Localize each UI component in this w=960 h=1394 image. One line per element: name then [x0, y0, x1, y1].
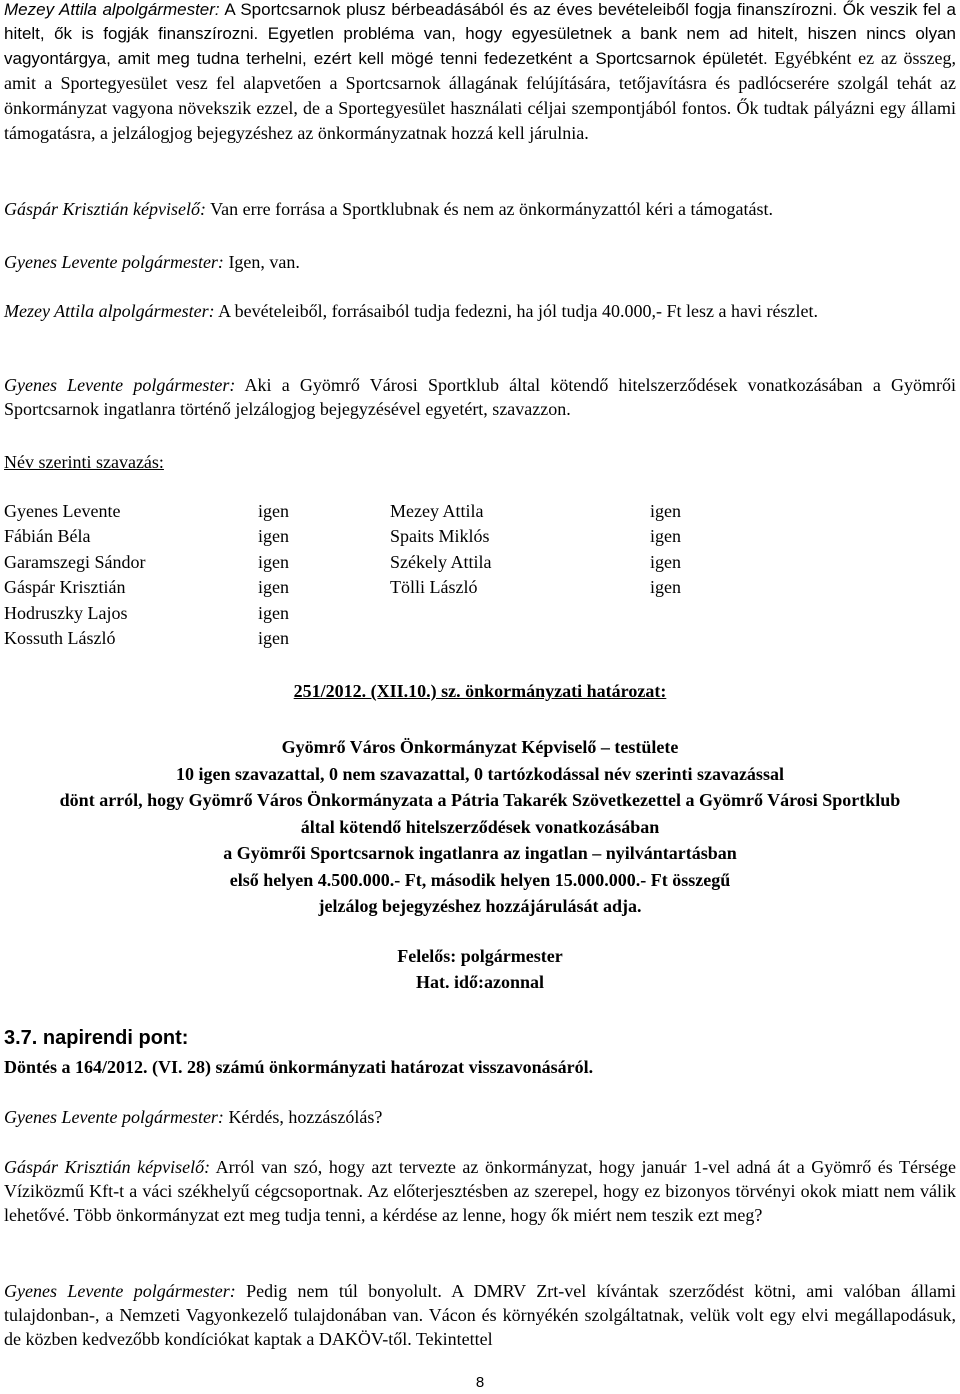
- resolution-line: által kötendő hitelszerződések vonatkozásában: [300, 816, 660, 837]
- resolution-line: dönt arról, hogy Gyömrő Város Önkormányzata a Pátria Takarék Szövetkezettel a Gyömrő Városi Sportklub: [59, 790, 901, 810]
- paragraph-text: A bevételeiből, forrásaiból tudja fedezni, ha jól tudja 40.000,- Ft lesz a havi részlet.: [214, 301, 818, 321]
- voter-name: Fábián Béla: [4, 526, 91, 547]
- speaker-label: Gyenes Levente polgármester:: [4, 375, 236, 395]
- resolution-line: Gyömrő Város Önkormányzat Képviselő – testülete: [281, 737, 679, 757]
- vote-value: igen: [258, 577, 289, 598]
- vote-table: [4, 499, 724, 651]
- paragraph-text: Arról van szó, hogy azt tervezte az önkormányzat, hogy január 1-vel adná át a Gyömrő és Térsége Víziközmű Kft-t a váci székhelyű cégcsoportnak. Az előterjesztésben az szerepel, hogy ez bizonyos törvényi okok miatt nem válik lehetővé. Több önkormányzat ezt meg tudja tenni, a kérdése az lenne, hogy ők miért nem teszik ezt meg?: [4, 1157, 956, 1225]
- paragraph-text: A Sportcsarnok plusz bérbeadásából és az éves bevételeiből fogja finanszírozni. Ők veszik fel a hitelt, ők is fogják finanszírozni. Egyetlen probléma van, hogy egyesületnek a bank nem ad hitelt, hiszen nincs olyan vagyontárgya, amit meg tudna terhelni, ezért kell mögé tenni fedezetként a Sportcsarnok épületét.: [4, 0, 956, 68]
- paragraph-gyenes-2: [4, 373, 956, 421]
- vote-value: igen: [258, 501, 289, 521]
- vote-value: igen: [258, 551, 289, 572]
- paragraph-gaspar-2: [4, 1155, 956, 1227]
- voter-name: Kossuth László: [4, 627, 116, 648]
- vote-value: igen: [650, 526, 681, 547]
- paragraph-gyenes-1: [4, 250, 956, 274]
- paragraph-text: Van erre forrása a Sportklubnak és nem az önkormányzattól kéri a támogatást.: [206, 199, 773, 219]
- paragraph-mezey-1: [4, 0, 956, 146]
- voter-name: Gáspár Krisztián: [4, 577, 126, 598]
- speaker-label: Gáspár Krisztián képviselő:: [4, 199, 206, 219]
- agenda-title: Döntés a 164/2012. (VI. 28) számú önkormányzati határozat visszavonásáról.: [4, 1057, 594, 1077]
- resolution-line: jelzálog bejegyzéshez hozzájárulását adja.: [318, 896, 642, 916]
- voter-name: Tölli László: [390, 577, 478, 598]
- vote-heading: Név szerinti szavazás:: [4, 452, 164, 472]
- paragraph-gaspar-1: [4, 197, 956, 221]
- paragraph-mezey-2: [4, 299, 956, 323]
- paragraph-text: Egyébként ez az összeg, amit a Sportegyesület vesz fel alapvetően a Sportcsarnok állagának felújítására, tetőjavításra és padlócserére szolgál tehát az önkormányzat vagyona növekszik ezzel, de a Sportegyesület használati céljai szempontjából fontos. Ők tudtak pályázni egy állami támogatásra, a jelzálogjog bejegyzéshez az önkormányzatnak hozzá kell járulnia.: [4, 48, 957, 143]
- vote-row: [4, 601, 724, 626]
- speaker-label: Gyenes Levente polgármester:: [4, 1281, 236, 1301]
- deadline-line: Hat. idő:azonnal: [415, 972, 544, 992]
- vote-row: [4, 550, 724, 575]
- vote-row: [4, 524, 724, 549]
- speaker-label: Mezey Attila alpolgármester:: [4, 0, 220, 19]
- paragraph-gyenes-3: [4, 1105, 956, 1129]
- vote-value: igen: [650, 551, 681, 572]
- vote-row: [4, 499, 724, 524]
- vote-value: igen: [650, 577, 681, 598]
- vote-row: [4, 626, 724, 651]
- resolution-line: a Gyömrői Sportcsarnok ingatlanra az ingatlan – nyilvántartásban: [223, 843, 737, 863]
- speaker-label: Gyenes Levente polgármester:: [4, 1107, 224, 1127]
- paragraph-text: Igen, van.: [223, 252, 300, 272]
- resolution-line: első helyen 4.500.000.- Ft, második helyen 15.000.000.- Ft összegű: [229, 869, 731, 890]
- speaker-label: Gáspár Krisztián képviselő:: [4, 1157, 211, 1177]
- voter-name: Spaits Miklós: [390, 526, 490, 547]
- voter-name: Mezey Attila: [390, 501, 484, 521]
- paragraph-text: Aki a Gyömrő Városi Sportklub által kötendő hitelszerződések vonatkozásában a Gyömrői Sportcsarnok ingatlanra történő jelzálogjog bejegyzésével egyetért, szavazzon.: [4, 375, 956, 419]
- responsible-line: Felelős: polgármester: [397, 946, 563, 966]
- voter-name: Gyenes Levente: [4, 501, 121, 521]
- vote-value: igen: [258, 602, 289, 623]
- agenda-number: 3.7. napirendi pont:: [4, 1027, 189, 1049]
- speaker-label: Gyenes Levente polgármester:: [4, 252, 224, 272]
- voter-name: Hodruszky Lajos: [4, 602, 128, 623]
- vote-row: [4, 575, 724, 600]
- paragraph-text: Kérdés, hozzászólás?: [223, 1107, 383, 1127]
- resolution-title: 251/2012. (XII.10.) sz. önkormányzati határozat:: [293, 681, 667, 701]
- vote-value: igen: [258, 526, 289, 547]
- paragraph-text: Pedig nem túl bonyolult. A DMRV Zrt-vel kívántak szerződést kötni, ami valóban állami tulajdonban-, a Nemzeti Vagyonkezelő tulajdonában van. Vácon és környékén szolgáltatnak, velük volt egy elvi megállapodásuk, de közben kedvezőbb kondíciókat kaptak a DAKÖV-től. Tekintettel: [4, 1281, 957, 1349]
- voter-name: Garamszegi Sándor: [4, 551, 146, 572]
- paragraph-gyenes-4: [4, 1279, 956, 1351]
- speaker-label: Mezey Attila alpolgármester:: [4, 301, 215, 321]
- vote-value: igen: [650, 501, 681, 521]
- resolution-line: 10 igen szavazattal, 0 nem szavazattal, 0 tartózkodással név szerinti szavazással: [176, 763, 784, 784]
- voter-name: Székely Attila: [390, 551, 492, 572]
- resolution-body: [0, 734, 960, 920]
- page-number: 8: [475, 1374, 485, 1391]
- vote-value: igen: [258, 627, 289, 648]
